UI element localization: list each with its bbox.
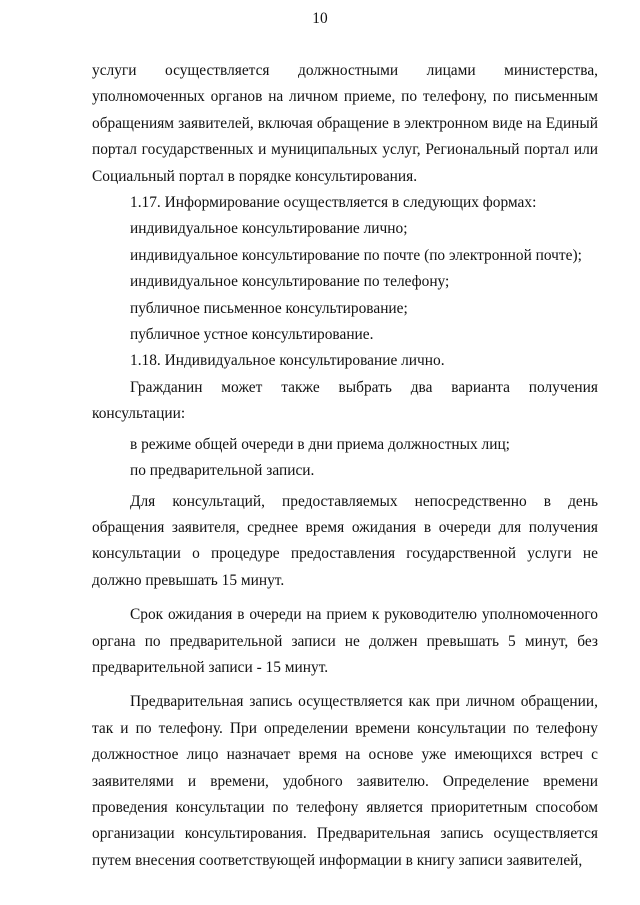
paragraph-services-info: услуги осуществляется должностными лицами министерства, уполномоченных органов на личном приеме, по телефону, по письменным обращениям заявителей, включая обращение в электронном виде на Единый портал государственных и муниципальных услуг, Региональный портал или Социальный портал в порядке консультирования.	[92, 62, 598, 185]
paragraph-head-reception: Срок ожидания в очереди на прием к руководителю уполномоченного органа по предварительной записи не должен превышать 5 минут, без предварительной записи - 15 минут.	[92, 606, 598, 676]
list-item-phone: индивидуальное консультирование по телефону;	[130, 273, 450, 291]
list-item-general-queue: в режиме общей очереди в дни приема должностных лиц;	[130, 435, 510, 453]
list-item-public-written: публичное письменное консультирование;	[130, 299, 408, 317]
document-body	[92, 58, 598, 874]
list-item-personal: индивидуальное консультирование лично;	[130, 220, 408, 238]
paragraph-waiting-time: Для консультаций, предоставляемых непосредственно в день обращения заявителя, среднее время ожидания в очереди для получения консультации о процедуре предоставления государственной услуги не должно превышать 15 минут.	[92, 492, 598, 589]
paragraph-citizen-options: Гражданин может также выбрать два варианта получения консультации:	[92, 378, 598, 423]
list-item-mail: индивидуальное консультирование по почте (по электронной почте);	[130, 246, 582, 264]
paragraph-1-17: 1.17. Информирование осуществляется в следующих формах:	[130, 194, 537, 212]
page-number: 10	[312, 10, 328, 27]
paragraph-preregistration: Предварительная запись осуществляется как при личном обращении, так и по телефону. При определении времени консультации по телефону должностное лицо назначает время на основе уже имеющихся встреч с заявителями и времени, удобного заявителю. Определение времени проведения консультации по телефону является приоритетным способом организации консультирования. Предварительная запись осуществляется путем внесения соответствующей информации в книгу записи заявителей,	[92, 693, 598, 869]
list-item-public-oral: публичное устное консультирование.	[130, 326, 374, 344]
list-item-preregistration: по предварительной записи.	[130, 462, 315, 480]
paragraph-1-18: 1.18. Индивидуальное консультирование лично.	[130, 352, 445, 370]
